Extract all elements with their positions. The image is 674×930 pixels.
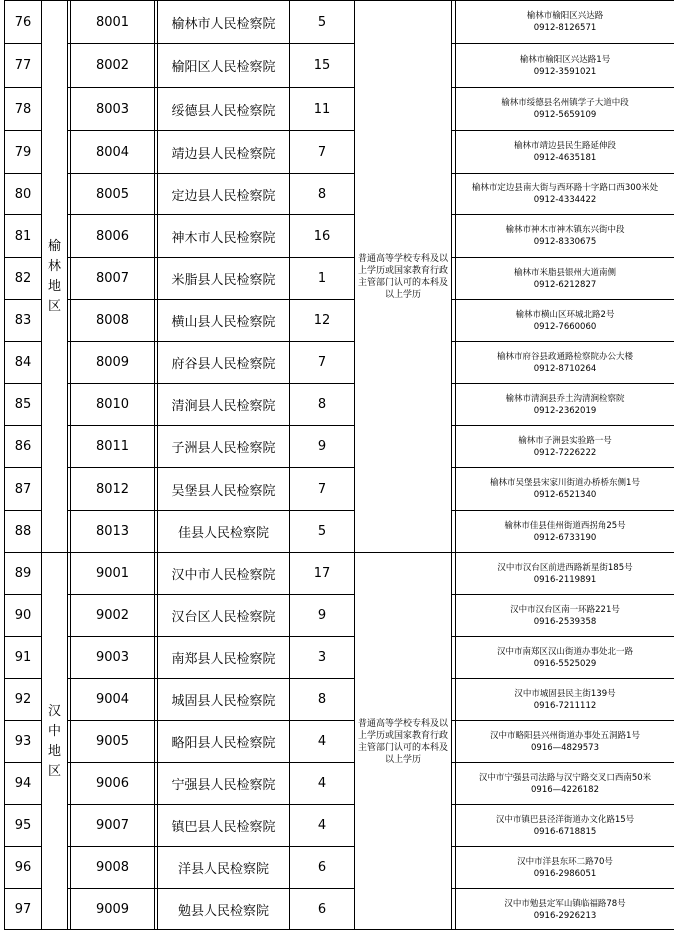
grid-row-line (67, 678, 355, 679)
organization: 镇巴县人民检察院 (171, 820, 276, 835)
address: 汉中市洋县东环二路70号 (517, 856, 613, 867)
contact-info (456, 426, 674, 467)
contact-info (456, 215, 674, 257)
grid-col-line (451, 0, 452, 930)
row-number: 85 (14, 397, 32, 412)
phone: 0916-6718815 (533, 826, 597, 837)
grid-row-line (4, 425, 42, 426)
phone: 0916-5525029 (533, 658, 597, 669)
grid-col-line (157, 0, 158, 930)
row-number: 90 (14, 608, 32, 623)
row-number: 89 (14, 566, 32, 581)
contact-info (456, 300, 674, 341)
address: 榆林市府谷县政通路检察院办公大楼 (496, 351, 633, 362)
phone: 0912-3591021 (533, 66, 597, 77)
grid-row-line (451, 43, 674, 44)
position-code: 9007 (95, 818, 130, 833)
grid-row-line (451, 678, 674, 679)
organization: 府谷县人民检察院 (171, 357, 276, 372)
phone: 0912-4635181 (533, 153, 597, 163)
hire-count: 5 (317, 14, 327, 30)
grid-row-line (67, 888, 355, 889)
grid-row-line (451, 846, 674, 847)
position-code: 8008 (95, 313, 130, 328)
phone: 0916-2539358 (533, 616, 597, 627)
grid-row-line (451, 214, 674, 215)
grid-row-line (4, 804, 42, 805)
hire-count: 8 (317, 186, 327, 202)
phone: 0912-7226222 (533, 447, 597, 458)
row-number: 80 (14, 186, 32, 202)
phone: 0916-7211112 (533, 700, 597, 711)
position-code: 9005 (95, 734, 130, 749)
hire-count: 8 (317, 397, 327, 412)
phone: 0912-5659109 (533, 110, 597, 120)
grid-col-line (67, 0, 68, 930)
grid-row-line (4, 383, 42, 384)
hire-count: 4 (317, 734, 327, 749)
hire-count: 11 (313, 101, 331, 117)
address: 汉中市汉台区南一环路221号 (510, 604, 620, 615)
grid-row-line (451, 425, 674, 426)
phone: 0916—4829573 (531, 742, 599, 753)
position-code: 8010 (95, 397, 130, 412)
grid-row-line (451, 762, 674, 763)
region-cell: 汉中地区 (47, 703, 61, 779)
address: 榆林市榆阳区兴达路1号 (519, 54, 611, 65)
position-code: 9001 (95, 566, 130, 581)
grid-col-line (4, 0, 5, 930)
organization: 佳县人民检察院 (177, 526, 269, 541)
grid-row-line (67, 299, 355, 300)
contact-info (456, 721, 674, 762)
hire-count: 7 (317, 481, 327, 497)
grid-row-line (451, 510, 674, 511)
grid-row-line (4, 87, 42, 88)
address: 汉中市南郑区汉山街道办事处北一路 (496, 646, 633, 657)
grid-row-line (4, 510, 42, 511)
grid-row-line (451, 383, 674, 384)
hire-count: 6 (317, 902, 327, 917)
organization: 神木市人民检察院 (171, 230, 276, 246)
row-number: 93 (14, 734, 32, 749)
grid-col-line (455, 0, 456, 930)
grid-row-line (67, 173, 355, 174)
address: 汉中市城固县民主街139号 (514, 688, 616, 699)
grid-row-line (67, 341, 355, 342)
organization: 定边县人民检察院 (171, 188, 276, 204)
grid-row-line (4, 0, 674, 1)
hire-count: 15 (313, 58, 331, 73)
position-code: 8013 (95, 524, 130, 539)
contact-info (456, 1, 674, 43)
position-code: 9006 (95, 776, 130, 791)
grid-row-line (4, 888, 42, 889)
organization: 靖边县人民检察院 (171, 146, 276, 162)
row-number: 84 (14, 355, 32, 370)
row-number: 86 (14, 439, 32, 454)
address: 汉中市宁强县司法路与汉宁路交叉口西南50米 (478, 772, 652, 783)
grid-row-line (451, 594, 674, 595)
grid-row-line (451, 173, 674, 174)
grid-row-line (4, 762, 42, 763)
grid-row-line (4, 173, 42, 174)
contact-info (456, 595, 674, 636)
grid-col-line (289, 0, 290, 930)
grid-row-line (4, 130, 42, 131)
phone: 0912-4334422 (533, 195, 597, 205)
phone: 0912-8126571 (533, 23, 597, 33)
grid-row-line (4, 594, 42, 595)
contact-info (456, 384, 674, 425)
address: 榆林市米脂县银州大道南侧 (513, 267, 616, 278)
grid-row-line (67, 720, 355, 721)
contact-info (456, 174, 674, 214)
address: 榆林市定边县南大街与西环路十字路口西300米处 (471, 183, 659, 193)
grid-row-line (67, 87, 355, 88)
grid-row-line (4, 846, 42, 847)
grid-row-line (451, 720, 674, 721)
address: 汉中市汉台区前进西路新星街185号 (497, 562, 633, 573)
hire-count: 6 (317, 860, 327, 875)
hire-count: 9 (317, 608, 327, 623)
hire-count: 7 (317, 355, 327, 370)
position-code: 8003 (95, 101, 130, 117)
contact-info (456, 44, 674, 87)
phone: 0912-7660060 (533, 321, 597, 332)
region-cell: 榆林地区 (47, 238, 61, 314)
position-code: 8006 (95, 228, 130, 244)
grid-row-line (451, 467, 674, 468)
position-code: 8011 (95, 439, 130, 454)
phone: 0912-8710264 (533, 363, 597, 374)
grid-row-line (451, 130, 674, 131)
phone: 0916-2119891 (533, 574, 597, 585)
grid-row-line (67, 383, 355, 384)
position-code: 9009 (95, 902, 130, 917)
grid-row-line (4, 43, 42, 44)
phone: 0912-6733190 (533, 532, 597, 543)
phone: 0912-2362019 (533, 405, 597, 416)
row-number: 78 (14, 101, 32, 117)
row-number: 96 (14, 860, 32, 875)
contact-info (456, 637, 674, 678)
address: 榆林市榆阳区兴达路 (526, 11, 604, 21)
address: 榆林市吴堡县宋家川街道办桥桥东侧1号 (490, 478, 640, 488)
grid-row-line (67, 846, 355, 847)
contact-info (456, 889, 674, 930)
row-number: 94 (14, 776, 32, 791)
phone: 0912-6521340 (533, 490, 597, 500)
grid-row-line (67, 214, 355, 215)
contact-info (456, 805, 674, 846)
contact-info (456, 258, 674, 299)
grid-row-line (4, 678, 42, 679)
organization: 汉中市人民检察院 (171, 568, 276, 583)
row-number: 79 (14, 144, 32, 160)
phone: 0912-6212827 (533, 279, 597, 290)
contact-info (456, 679, 674, 720)
organization: 汉台区人民检察院 (171, 610, 276, 625)
organization: 清涧县人民检察院 (171, 399, 276, 414)
position-code: 8004 (95, 144, 130, 160)
grid-row-line (451, 636, 674, 637)
grid-row-line (451, 341, 674, 342)
organization: 榆林市人民检察院 (171, 16, 276, 32)
contact-info (456, 763, 674, 804)
organization: 榆阳区人民检察院 (171, 60, 276, 75)
row-number: 77 (14, 58, 32, 73)
position-code: 9008 (95, 860, 130, 875)
grid-row-line (4, 720, 42, 721)
grid-col-line (154, 0, 155, 930)
row-number: 95 (14, 818, 32, 833)
grid-col-line (41, 0, 42, 930)
address: 榆林市横山区环城北路2号 (515, 309, 615, 320)
grid-col-line (354, 0, 355, 930)
hire-count: 8 (317, 692, 327, 707)
grid-row-line (67, 257, 355, 258)
row-number: 97 (14, 902, 32, 917)
position-code: 8012 (95, 481, 130, 497)
position-code: 8009 (95, 355, 130, 370)
position-code: 9004 (95, 692, 130, 707)
hire-count: 9 (317, 439, 327, 454)
position-code: 8007 (95, 271, 130, 286)
phone: 0916-2986051 (533, 868, 597, 879)
organization: 略阳县人民检察院 (171, 736, 276, 751)
grid-row-line (67, 804, 355, 805)
grid-row-line (67, 762, 355, 763)
row-number: 83 (14, 313, 32, 328)
position-code: 9002 (95, 608, 130, 623)
address: 榆林市神木市神木镇东兴街中段 (505, 225, 625, 235)
grid-row-line (451, 804, 674, 805)
position-code: 8005 (95, 186, 130, 202)
address: 榆林市子洲县实验路一号 (518, 435, 612, 446)
grid-row-line (67, 467, 355, 468)
grid-row-line (4, 299, 42, 300)
hire-count: 4 (317, 818, 327, 833)
contact-info (456, 553, 674, 594)
grid-row-line (4, 467, 42, 468)
grid-row-line (451, 888, 674, 889)
row-number: 88 (14, 524, 32, 539)
grid-row-line (4, 552, 674, 553)
grid-row-line (67, 510, 355, 511)
grid-row-line (67, 594, 355, 595)
grid-row-line (67, 636, 355, 637)
grid-row-line (451, 257, 674, 258)
grid-col-line (70, 0, 71, 930)
contact-info (456, 468, 674, 510)
organization: 子洲县人民检察院 (171, 441, 276, 456)
row-number: 82 (14, 271, 32, 286)
contact-info (456, 511, 674, 552)
organization: 吴堡县人民检察院 (171, 483, 276, 499)
grid-row-line (451, 299, 674, 300)
contact-info (456, 342, 674, 383)
organization: 绥德县人民检察院 (171, 103, 276, 119)
requirement-cell: 普通高等学校专科及以上学历或国家教育行政主管部门认可的本科及以上学历 (358, 718, 449, 765)
address: 榆林市清涧县乔土沟清涧检察院 (505, 393, 625, 404)
hire-count: 17 (313, 566, 331, 581)
requirement-cell: 普通高等学校专科及以上学历或国家教育行政主管部门认可的本科及以上学历 (358, 253, 449, 300)
grid-row-line (67, 425, 355, 426)
address: 榆林市绥德县名州镇学子大道中段 (501, 98, 629, 108)
phone: 0916-2926213 (533, 910, 597, 921)
organization: 城固县人民检察院 (171, 694, 276, 709)
row-number: 92 (14, 692, 32, 707)
grid-row-line (67, 130, 355, 131)
grid-row-line (4, 341, 42, 342)
hire-count: 1 (317, 271, 327, 286)
phone: 0916—4226182 (531, 784, 599, 795)
address: 汉中市勉县定军山镇临福路78号 (504, 898, 626, 909)
contact-info (456, 847, 674, 888)
address: 榆林市佳县佳州街道西拐角25号 (504, 520, 626, 531)
hire-count: 5 (317, 524, 327, 539)
hire-count: 16 (313, 228, 331, 244)
row-number: 81 (14, 228, 32, 244)
organization: 宁强县人民检察院 (171, 778, 276, 793)
grid-row-line (67, 43, 355, 44)
hire-count: 3 (317, 650, 327, 665)
hire-count: 12 (313, 313, 331, 328)
row-number: 91 (14, 650, 32, 665)
organization: 横山县人民检察院 (171, 315, 276, 330)
address: 汉中市略阳县兴州街道办事处五洞路1号 (490, 730, 640, 741)
hire-count: 4 (317, 776, 327, 791)
grid-row-line (4, 257, 42, 258)
hire-count: 7 (317, 144, 327, 160)
contact-info (456, 88, 674, 130)
grid-row-line (4, 636, 42, 637)
position-code: 8001 (95, 14, 130, 30)
organization: 洋县人民检察院 (177, 862, 269, 877)
grid-row-line (451, 87, 674, 88)
row-number: 76 (14, 14, 32, 30)
address: 榆林市靖边县民生路延伸段 (513, 141, 616, 151)
position-code: 8002 (95, 58, 130, 73)
position-code: 9003 (95, 650, 130, 665)
grid-row-line (4, 214, 42, 215)
contact-info (456, 131, 674, 173)
organization: 米脂县人民检察院 (171, 273, 276, 288)
address: 汉中市镇巴县泾洋街道办文化路15号 (495, 814, 635, 825)
organization: 勉县人民检察院 (177, 904, 269, 919)
row-number: 87 (14, 481, 32, 497)
phone: 0912-8330675 (533, 237, 597, 247)
organization: 南郑县人民检察院 (171, 652, 276, 667)
